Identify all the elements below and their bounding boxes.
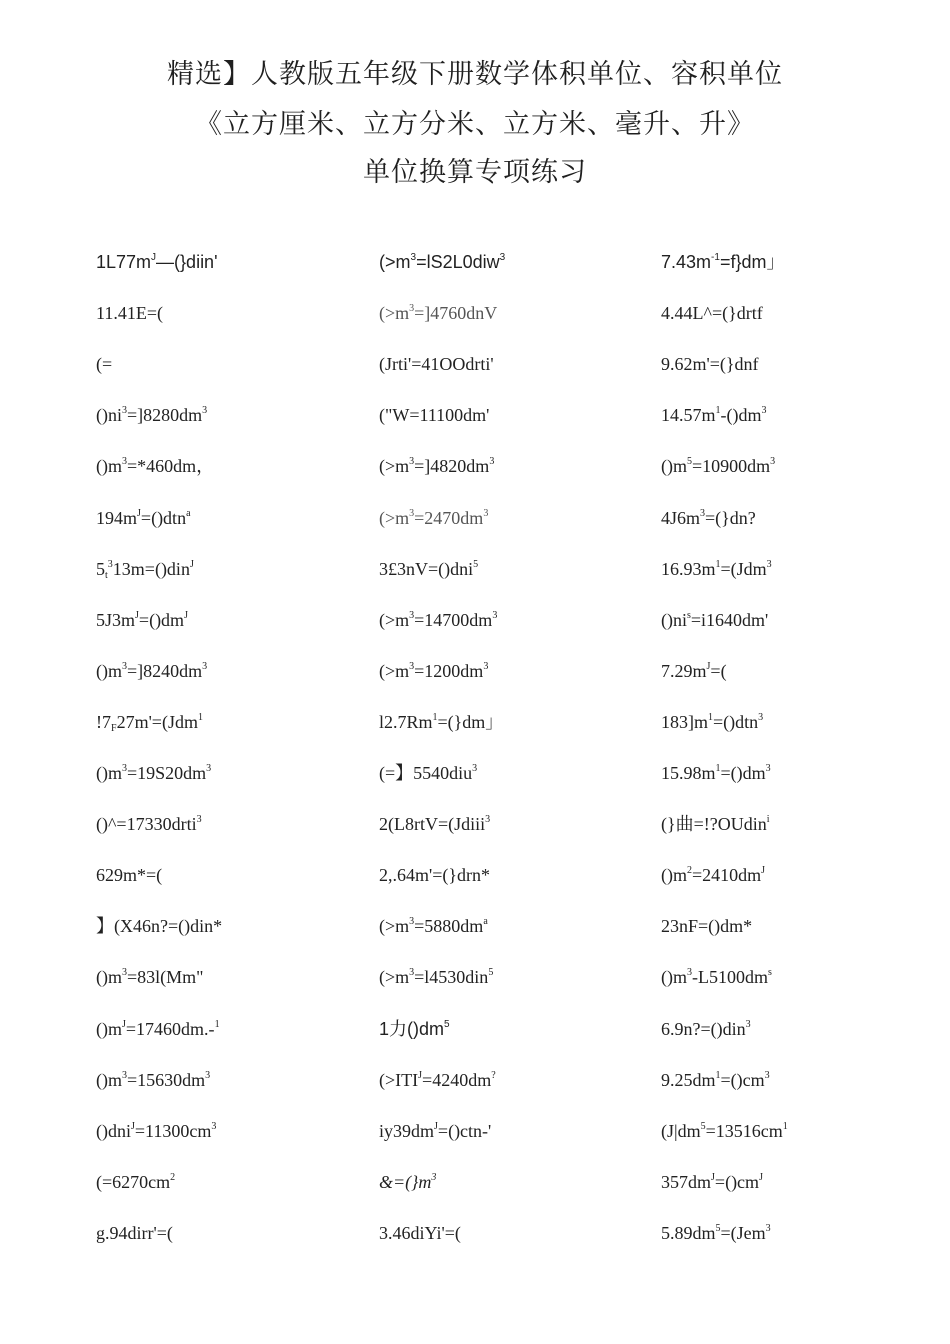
cell-text: =()din xyxy=(144,558,190,579)
cell-text: 11.41E=( xyxy=(96,303,163,324)
cell-text: (>m xyxy=(379,967,410,988)
cell-text: 5J3m xyxy=(96,609,136,630)
cell-text: =(}dn? xyxy=(705,507,756,528)
cell-sup: J xyxy=(418,1069,423,1081)
cell-sup: 3 xyxy=(409,507,415,519)
exercise-item xyxy=(379,1170,436,1194)
cell-text: =]4760dnV xyxy=(414,303,498,324)
cell-sup: J xyxy=(122,1018,126,1030)
exercise-item xyxy=(379,659,488,683)
cell-sub: t xyxy=(105,569,108,581)
exercise-item xyxy=(379,608,497,632)
cell-text: l2.7Rm xyxy=(379,711,433,732)
cell-text: 629m*=( xyxy=(96,865,163,886)
cell-text: =(Jem xyxy=(720,1222,766,1243)
cell-sup: 3 xyxy=(122,660,127,672)
cell-text: 1L77m xyxy=(96,252,152,272)
cell-sup: 1 xyxy=(715,763,721,774)
cell-sup: 3 xyxy=(196,814,202,826)
exercise-item xyxy=(661,1119,788,1143)
exercise-item xyxy=(96,659,207,683)
cell-text: =14700dm xyxy=(414,609,493,630)
cell-text: =4240dm xyxy=(422,1069,492,1090)
exercise-item xyxy=(661,1221,771,1245)
cell-text: =*460dm， xyxy=(127,456,215,477)
exercise-item xyxy=(379,352,494,376)
cell-text: 5 xyxy=(96,558,105,579)
cell-sup: 3 xyxy=(489,456,495,468)
cell-sup: s xyxy=(687,609,691,621)
exercise-item xyxy=(96,965,204,989)
cell-sup: 3 xyxy=(700,507,706,519)
exercise-item xyxy=(661,557,772,581)
exercise-item xyxy=(379,557,478,581)
cell-text: (J|dm xyxy=(661,1120,701,1141)
cell-text: (Jrti'=41OOdrti' xyxy=(379,354,494,375)
cell-sup: 3 xyxy=(409,660,415,672)
cell-text: 6.9n?=()din xyxy=(661,1018,746,1039)
cell-sup: J xyxy=(184,609,188,621)
exercise-item xyxy=(96,914,222,938)
cell-sup: 5 xyxy=(488,967,494,979)
cell-text: 15.98m xyxy=(661,763,716,783)
cell-text: ()m xyxy=(96,1069,122,1090)
exercise-item xyxy=(661,914,752,938)
cell-sup: 3 xyxy=(206,763,212,774)
cell-sup: 5 xyxy=(444,1018,450,1030)
cell-sup: 5 xyxy=(687,456,692,468)
cell-text: =()dm xyxy=(138,609,185,630)
cell-sup: 3 xyxy=(485,814,491,826)
cell-sup: 3 xyxy=(483,660,489,672)
cell-text: =()dtn xyxy=(713,711,759,732)
cell-text: —(}diin' xyxy=(156,252,218,272)
cell-text: 194m xyxy=(96,507,138,528)
cell-sup: J xyxy=(759,1171,763,1183)
cell-text: (=】5540diu xyxy=(379,763,473,783)
cell-text: -L5100dm xyxy=(692,967,768,988)
exercise-item xyxy=(379,1221,461,1245)
exercise-item xyxy=(96,812,202,836)
exercise-item xyxy=(379,710,503,734)
exercise-item xyxy=(661,812,770,836)
cell-text: =i1640dm' xyxy=(690,609,769,630)
cell-sup: J xyxy=(135,609,139,621)
exercise-item xyxy=(379,965,493,989)
exercise-item xyxy=(379,250,505,274)
exercise-item xyxy=(96,403,207,427)
exercise-item xyxy=(661,1017,751,1041)
exercise-item xyxy=(96,301,163,325)
cell-text: ()m xyxy=(96,456,122,477)
cell-sup: 1 xyxy=(715,1069,721,1081)
exercise-item xyxy=(661,965,772,989)
cell-sup: 3 xyxy=(122,1069,127,1081)
cell-text: 27m'=(Jdm xyxy=(116,711,198,732)
page-title-line-1: 精选】人教版五年级下册数学体积单位、容积单位 xyxy=(167,59,783,90)
cell-text: =2470dm xyxy=(414,507,484,528)
exercise-item xyxy=(96,250,218,274)
cell-sup: J xyxy=(131,1120,135,1132)
cell-text: =f}dm」 xyxy=(719,252,785,272)
cell-sup: 3 xyxy=(211,1120,217,1132)
cell-sup: 3 xyxy=(409,456,415,468)
cell-sup: 3 xyxy=(766,558,772,570)
cell-sup: J xyxy=(711,1171,715,1183)
cell-sup: 3 xyxy=(205,1069,211,1081)
cell-sup: 3 xyxy=(202,405,208,417)
exercise-item xyxy=(96,1170,175,1194)
exercise-item xyxy=(661,301,763,325)
exercise-item xyxy=(96,710,203,734)
cell-text: 9.25dm xyxy=(661,1069,716,1090)
cell-sup: 3 xyxy=(483,507,489,519)
cell-text: (>m xyxy=(379,456,410,477)
cell-sup: 3 xyxy=(122,405,127,417)
cell-text: =lS2L0diw xyxy=(416,252,500,272)
cell-text: -()dm xyxy=(720,405,762,426)
exercise-item xyxy=(96,608,188,632)
cell-sup: i xyxy=(766,814,770,826)
cell-text: 4.44L^=(}drtf xyxy=(661,303,763,324)
cell-sup: 3 xyxy=(492,609,498,621)
cell-sub: F xyxy=(111,722,117,734)
cell-sup: J xyxy=(761,865,766,877)
exercise-item xyxy=(661,863,765,887)
cell-sup: J xyxy=(137,507,141,519)
cell-text: ()dni xyxy=(96,1120,131,1141)
cell-sup: J xyxy=(434,1120,438,1132)
cell-text: (>m xyxy=(379,609,410,630)
cell-sup: a xyxy=(483,916,488,928)
exercise-item xyxy=(379,863,490,887)
exercise-item xyxy=(96,557,194,581)
cell-text: =]4820dm xyxy=(414,456,490,477)
cell-text: =13516cm xyxy=(705,1120,783,1141)
cell-sup: 3 xyxy=(761,405,767,417)
cell-text: 2(L8rtV=(Jdiii xyxy=(379,814,486,835)
exercise-item xyxy=(96,761,211,785)
cell-text: =()cm xyxy=(714,1171,760,1192)
cell-text: 1力()dm xyxy=(379,1018,445,1039)
cell-text: =( xyxy=(710,660,727,681)
cell-sup: 3 xyxy=(765,763,771,774)
cell-text: =()ctn-' xyxy=(437,1120,492,1141)
cell-text: ()m xyxy=(661,967,687,988)
cell-text: (>m xyxy=(379,660,410,681)
exercise-item xyxy=(96,1017,220,1041)
exercise-item xyxy=(379,1017,450,1041)
exercise-item xyxy=(661,250,784,274)
cell-text: (>m xyxy=(379,252,411,272)
cell-text: 7.43m xyxy=(661,252,712,272)
cell-text: 13m xyxy=(112,558,145,579)
page-title-line-3: 单位换算专项练习 xyxy=(363,157,587,188)
cell-sup: 3 xyxy=(758,711,764,723)
cell-sup: 1 xyxy=(432,711,438,723)
cell-sup: J xyxy=(706,660,711,672)
cell-text: (>ITI xyxy=(379,1069,419,1090)
cell-sup: 3 xyxy=(499,252,506,263)
cell-text: =19S20dm xyxy=(127,763,207,783)
cell-text: =5880dm xyxy=(414,916,484,937)
exercise-item xyxy=(96,1119,216,1143)
cell-sup: 2 xyxy=(170,1171,176,1183)
cell-sup: 2 xyxy=(687,865,692,877)
cell-sup: 3 xyxy=(764,1069,770,1081)
cell-sup: 3 xyxy=(687,967,692,979)
cell-text: =]8240dm xyxy=(127,660,203,681)
cell-text: =()dtn xyxy=(140,507,187,528)
cell-sup: ? xyxy=(491,1069,496,1081)
cell-text: =15630dm xyxy=(127,1069,206,1090)
cell-text: g.94dirr'=( xyxy=(96,1222,173,1243)
exercise-item xyxy=(661,1068,770,1092)
cell-text: (>m xyxy=(379,303,410,324)
cell-sup: 3 xyxy=(770,456,776,468)
cell-sup: 3 xyxy=(409,303,415,315)
exercise-item xyxy=(379,914,488,938)
cell-text: iy39dm xyxy=(379,1120,435,1141)
exercise-item xyxy=(661,506,756,530)
cell-sup: 1 xyxy=(197,711,203,723)
page-title-line-2: 《立方厘米、立方分米、立方米、毫升、升》 xyxy=(195,109,755,140)
cell-sup: 3 xyxy=(765,1222,771,1234)
cell-sup: 3 xyxy=(409,916,415,928)
cell-text: 4J6m xyxy=(661,507,701,528)
exercise-item xyxy=(379,1068,496,1092)
cell-sup: 3 xyxy=(122,967,127,979)
cell-text: (>m xyxy=(379,507,410,528)
cell-text: 3.46diYi'=( xyxy=(379,1222,461,1243)
cell-text: ()ni xyxy=(96,405,122,426)
cell-sup: 3 xyxy=(472,763,478,774)
exercise-item xyxy=(661,1170,763,1194)
cell-text: (}曲=!?OUdin xyxy=(661,814,767,835)
cell-text: ()m xyxy=(96,967,122,988)
exercise-item xyxy=(96,1068,210,1092)
cell-sup: 5 xyxy=(715,1222,721,1234)
exercise-item xyxy=(379,454,494,478)
cell-text: &=(}m xyxy=(379,1171,432,1192)
cell-sup: 3 xyxy=(107,558,113,570)
cell-sup: J xyxy=(189,558,194,570)
cell-text: 7.29m xyxy=(661,660,707,681)
cell-text: !7 xyxy=(96,711,111,732)
exercise-item xyxy=(96,352,112,376)
cell-text: 23nF=()dm* xyxy=(661,916,753,937)
cell-sup: 3 xyxy=(431,1171,437,1183)
cell-sup: 5 xyxy=(473,558,479,570)
exercise-item xyxy=(661,659,727,683)
exercise-item xyxy=(661,761,771,785)
cell-text: =1200dm xyxy=(414,660,484,681)
exercise-item xyxy=(96,506,191,530)
cell-sup: 1 xyxy=(214,1018,220,1030)
cell-text: 14.57m xyxy=(661,405,716,426)
cell-text: 183]m xyxy=(661,711,708,732)
cell-sup: 3 xyxy=(410,252,417,263)
cell-sup: s xyxy=(768,967,772,979)
cell-text: =l4530din xyxy=(414,967,489,988)
exercise-item xyxy=(96,454,214,478)
cell-sup: 1 xyxy=(782,1120,788,1132)
cell-text: 】(X46n?=()din* xyxy=(96,916,223,937)
cell-text: ()m xyxy=(96,1018,122,1039)
cell-text: =11300cm xyxy=(134,1120,212,1141)
cell-text: =10900dm xyxy=(692,456,771,477)
cell-text: (>m xyxy=(379,916,410,937)
cell-sup: J xyxy=(151,252,157,263)
cell-sup: 1 xyxy=(708,711,713,723)
exercise-item xyxy=(661,403,767,427)
cell-text: =()dm xyxy=(720,763,766,783)
cell-text: ()^=17330drti xyxy=(96,814,197,835)
cell-text: ()m xyxy=(96,763,122,783)
cell-text: 9.62m'=(}dnf xyxy=(661,354,759,375)
cell-text: =()cm xyxy=(720,1069,765,1090)
cell-text: =(}dm」 xyxy=(437,711,504,732)
cell-sup: 3 xyxy=(409,609,415,621)
cell-text: 2,.64m'=(}drn* xyxy=(379,865,491,886)
cell-text: ("W=11100dm' xyxy=(379,405,490,426)
cell-text: =2410dm xyxy=(692,865,762,886)
cell-sup: 3 xyxy=(745,1018,751,1030)
cell-text: ()ni xyxy=(661,609,687,630)
exercise-item xyxy=(379,403,489,427)
cell-text: ()m xyxy=(661,456,687,477)
cell-sup: 3 xyxy=(122,456,127,468)
cell-sup: 1 xyxy=(715,405,721,417)
exercise-item xyxy=(661,608,768,632)
exercise-item xyxy=(661,352,759,376)
exercise-item xyxy=(661,710,763,734)
cell-text: =83l(Mm" xyxy=(127,967,204,988)
cell-text: 357dm xyxy=(661,1171,712,1192)
exercise-item xyxy=(379,812,490,836)
cell-sup: 5 xyxy=(700,1120,706,1132)
cell-text: =]8280dm xyxy=(127,405,203,426)
exercise-item xyxy=(379,301,497,325)
cell-text: =17460dm.- xyxy=(125,1018,215,1039)
cell-text: 16.93m xyxy=(661,558,716,579)
cell-text: (=6270cm xyxy=(96,1171,171,1192)
cell-sup: -1 xyxy=(711,252,720,263)
exercise-item xyxy=(379,506,488,530)
cell-sup: a xyxy=(186,507,191,519)
cell-sup: 3 xyxy=(122,763,127,774)
cell-text: ()m xyxy=(96,660,122,681)
cell-sup: 3 xyxy=(202,660,208,672)
exercise-item xyxy=(96,1221,173,1245)
cell-sup: 3 xyxy=(409,967,415,979)
cell-text: (= xyxy=(96,354,113,375)
exercise-item xyxy=(96,863,162,887)
exercise-item xyxy=(379,1119,491,1143)
exercise-item xyxy=(661,454,775,478)
cell-text: 3£3nV=()dni xyxy=(379,558,474,579)
cell-sup: 1 xyxy=(715,558,721,570)
exercise-item xyxy=(379,761,477,785)
cell-text: ()m xyxy=(661,865,687,886)
cell-text: =(Jdm xyxy=(720,558,767,579)
cell-text: 5.89dm xyxy=(661,1222,716,1243)
